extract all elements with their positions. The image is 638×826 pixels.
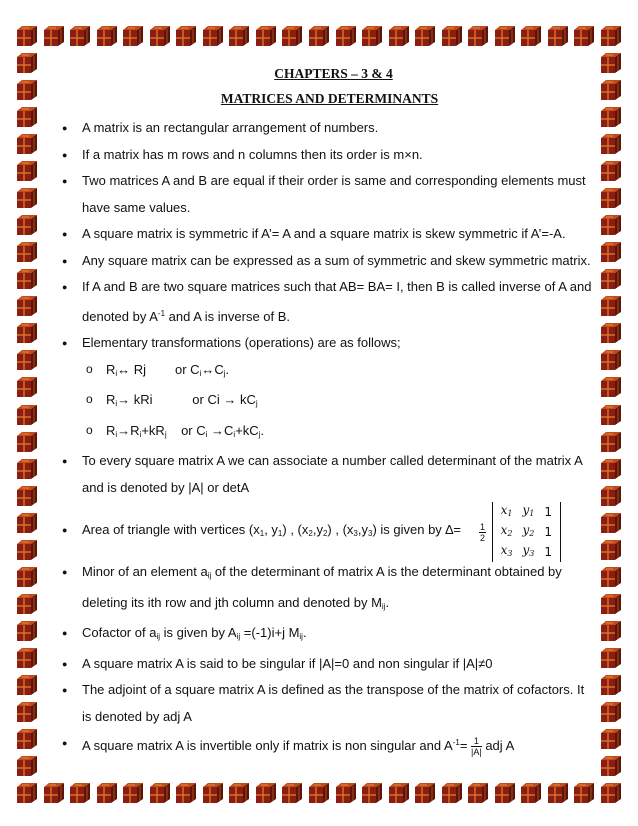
border-cube-icon <box>203 26 223 46</box>
border-cube-icon <box>17 188 37 208</box>
bullet-determinant-definition: ● To every square matrix A we can associate a number called determinant of the matrix A and is denoted by |A| or detA <box>62 448 597 501</box>
border-cube-icon <box>601 540 621 560</box>
border-cube-icon <box>17 405 37 425</box>
border-cube-icon <box>415 26 435 46</box>
border-cube-icon <box>309 783 329 803</box>
border-cube-icon <box>44 26 64 46</box>
sub-item-scalar-multiply: o $R_i\to$ kRi or $Ci \to kC_j$ <box>62 387 597 418</box>
border-cube-icon <box>44 783 64 803</box>
border-cube-icon <box>336 783 356 803</box>
border-cube-icon <box>229 26 249 46</box>
border-cube-icon <box>415 783 435 803</box>
document-body <box>62 66 597 760</box>
border-cube-icon <box>203 783 223 803</box>
border-cube-icon <box>17 215 37 235</box>
bullet-elementary-transformations: ● Elementary transformations (operations) are as follows; <box>62 330 597 357</box>
border-cube-icon <box>17 675 37 695</box>
border-cube-icon <box>601 729 621 749</box>
border-cube-icon <box>17 80 37 100</box>
border-cube-icon <box>17 323 37 343</box>
sub-item-interchange: o $R_i\leftrightarrow$ Rj or $C_i\leftrightarrow C_j$. <box>62 357 597 388</box>
border-cube-icon <box>601 459 621 479</box>
border-cube-icon <box>150 26 170 46</box>
border-cube-icon <box>601 188 621 208</box>
border-cube-icon <box>17 540 37 560</box>
border-cube-icon <box>601 107 621 127</box>
border-cube-icon <box>468 26 488 46</box>
border-cube-icon <box>521 783 541 803</box>
border-cube-icon <box>601 161 621 181</box>
border-cube-icon <box>256 783 276 803</box>
border-cube-icon <box>601 80 621 100</box>
border-cube-icon <box>97 26 117 46</box>
border-cube-icon <box>362 783 382 803</box>
border-cube-icon <box>17 459 37 479</box>
border-cube-icon <box>601 675 621 695</box>
bullet-cofactor: ● Cofactor of $a_{ij}$ is given by $A_{ij} =(-1)i+j$ $M_{ij}$. <box>62 620 597 651</box>
border-cube-icon <box>601 567 621 587</box>
border-cube-icon <box>97 783 117 803</box>
border-cube-icon <box>17 729 37 749</box>
border-cube-icon <box>521 26 541 46</box>
border-cube-icon <box>17 648 37 668</box>
border-cube-icon <box>495 783 515 803</box>
border-cube-icon <box>17 621 37 641</box>
bullet-matrix-definition: ● A matrix is an rectangular arrangement of numbers. <box>62 115 597 142</box>
border-cube-icon <box>17 53 37 73</box>
area-determinant <box>479 502 561 562</box>
border-cube-icon <box>601 648 621 668</box>
bullet-symmetric: ● A square matrix is symmetric if A’= A and a square matrix is skew symmetric if A’=-A. <box>62 221 597 248</box>
border-cube-icon <box>150 783 170 803</box>
border-cube-icon <box>17 161 37 181</box>
border-cube-icon <box>17 107 37 127</box>
inverse-fraction: $\frac{1}{|A|}$ <box>471 736 482 758</box>
bullet-matrix-order: ● If a matrix has m rows and n columns then its order is m×n. <box>62 142 597 169</box>
vertex-matrix: $x_1$ $y_1$ 1 $x_2$ $y_2$ 1 $x_3$ $y_3$ 1 <box>492 502 561 562</box>
border-cube-icon <box>601 405 621 425</box>
bullet-adjoint: ● The adjoint of a square matrix A is defined as the transpose of the matrix of cofactors. It is denoted by adj A <box>62 677 597 730</box>
border-cube-icon <box>442 26 462 46</box>
border-cube-icon <box>601 432 621 452</box>
bullet-minor: ● Minor of an element $a_{ij}$ of the determinant of matrix A is the determinant obtained by deleting its ith row and jth column and denoted by $M_{ij}$. <box>62 559 597 620</box>
border-cube-icon <box>601 26 621 46</box>
border-cube-icon <box>282 26 302 46</box>
border-cube-icon <box>362 26 382 46</box>
border-cube-icon <box>601 702 621 722</box>
border-cube-icon <box>548 783 568 803</box>
border-cube-icon <box>601 350 621 370</box>
border-cube-icon <box>17 26 37 46</box>
border-cube-icon <box>601 486 621 506</box>
border-cube-icon <box>601 242 621 262</box>
border-cube-icon <box>389 783 409 803</box>
border-cube-icon <box>17 242 37 262</box>
border-cube-icon <box>468 783 488 803</box>
border-cube-icon <box>123 26 143 46</box>
border-cube-icon <box>282 783 302 803</box>
border-cube-icon <box>601 783 621 803</box>
border-cube-icon <box>17 702 37 722</box>
border-cube-icon <box>389 26 409 46</box>
border-cube-icon <box>123 783 143 803</box>
border-cube-icon <box>601 53 621 73</box>
border-cube-icon <box>601 377 621 397</box>
border-cube-icon <box>574 26 594 46</box>
sub-item-row-addition: o $R_i\to R_i+kR_j$ or $C_i \to C_i+kC_j$. <box>62 418 597 449</box>
border-cube-icon <box>176 783 196 803</box>
border-cube-icon <box>442 783 462 803</box>
border-cube-icon <box>601 269 621 289</box>
page-title: CHAPTERS – 3 & 4 <box>274 66 393 81</box>
bullet-sum-symmetric-skew: ● Any square matrix can be expressed as a sum of symmetric and skew symmetric matrix. <box>62 248 597 275</box>
border-cube-icon <box>256 26 276 46</box>
border-cube-icon <box>601 756 621 776</box>
border-cube-icon <box>70 783 90 803</box>
border-cube-icon <box>495 26 515 46</box>
border-cube-icon <box>601 215 621 235</box>
border-cube-icon <box>17 350 37 370</box>
border-cube-icon <box>17 783 37 803</box>
border-cube-icon <box>17 594 37 614</box>
border-cube-icon <box>70 26 90 46</box>
border-cube-icon <box>17 567 37 587</box>
border-cube-icon <box>17 269 37 289</box>
bullet-singular: ● A square matrix A is said to be singular if |A|=0 and non singular if |A|≠0 <box>62 651 597 678</box>
border-cube-icon <box>17 432 37 452</box>
border-cube-icon <box>601 134 621 154</box>
border-cube-icon <box>309 26 329 46</box>
border-cube-icon <box>17 756 37 776</box>
border-cube-icon <box>601 513 621 533</box>
border-cube-icon <box>17 134 37 154</box>
border-cube-icon <box>17 377 37 397</box>
border-cube-icon <box>548 26 568 46</box>
border-cube-icon <box>601 296 621 316</box>
border-cube-icon <box>601 594 621 614</box>
border-cube-icon <box>229 783 249 803</box>
border-cube-icon <box>176 26 196 46</box>
bullet-inverse-definition: ● If A and B are two square matrices such that AB= BA= I, then B is called inverse of A and denoted by $A^{-1}$ and A is inverse of B. <box>62 274 597 330</box>
bullet-triangle-area: ● Area of triangle with vertices ($x_1$, $y_1$) , $(x_2,y_2)$ , $(x_3,y_3)$ is given by ∆= $\frac{1}{2}$ $x_1$ $y_1$ 1 $x_2$ $y_2$ 1 $x_3$ $y_3$ 1 <box>62 501 597 559</box>
border-cube-icon <box>17 513 37 533</box>
border-cube-icon <box>601 621 621 641</box>
border-cube-icon <box>574 783 594 803</box>
border-cube-icon <box>601 323 621 343</box>
border-cube-icon <box>17 296 37 316</box>
border-cube-icon <box>17 486 37 506</box>
border-cube-icon <box>336 26 356 46</box>
bullet-invertible: ● A square matrix A is invertible only if matrix is non singular and $A^{-1}=$ $\frac{1}{|A|}$ adj A <box>62 730 597 760</box>
page-subtitle: MATRICES AND DETERMINANTS <box>220 91 439 106</box>
bullet-equal-matrices: ● Two matrices A and B are equal if their order is same and corresponding elements must have same values. <box>62 168 597 221</box>
bullet-list <box>62 115 597 760</box>
half-fraction: $\frac{1}{2}$ <box>479 521 485 543</box>
